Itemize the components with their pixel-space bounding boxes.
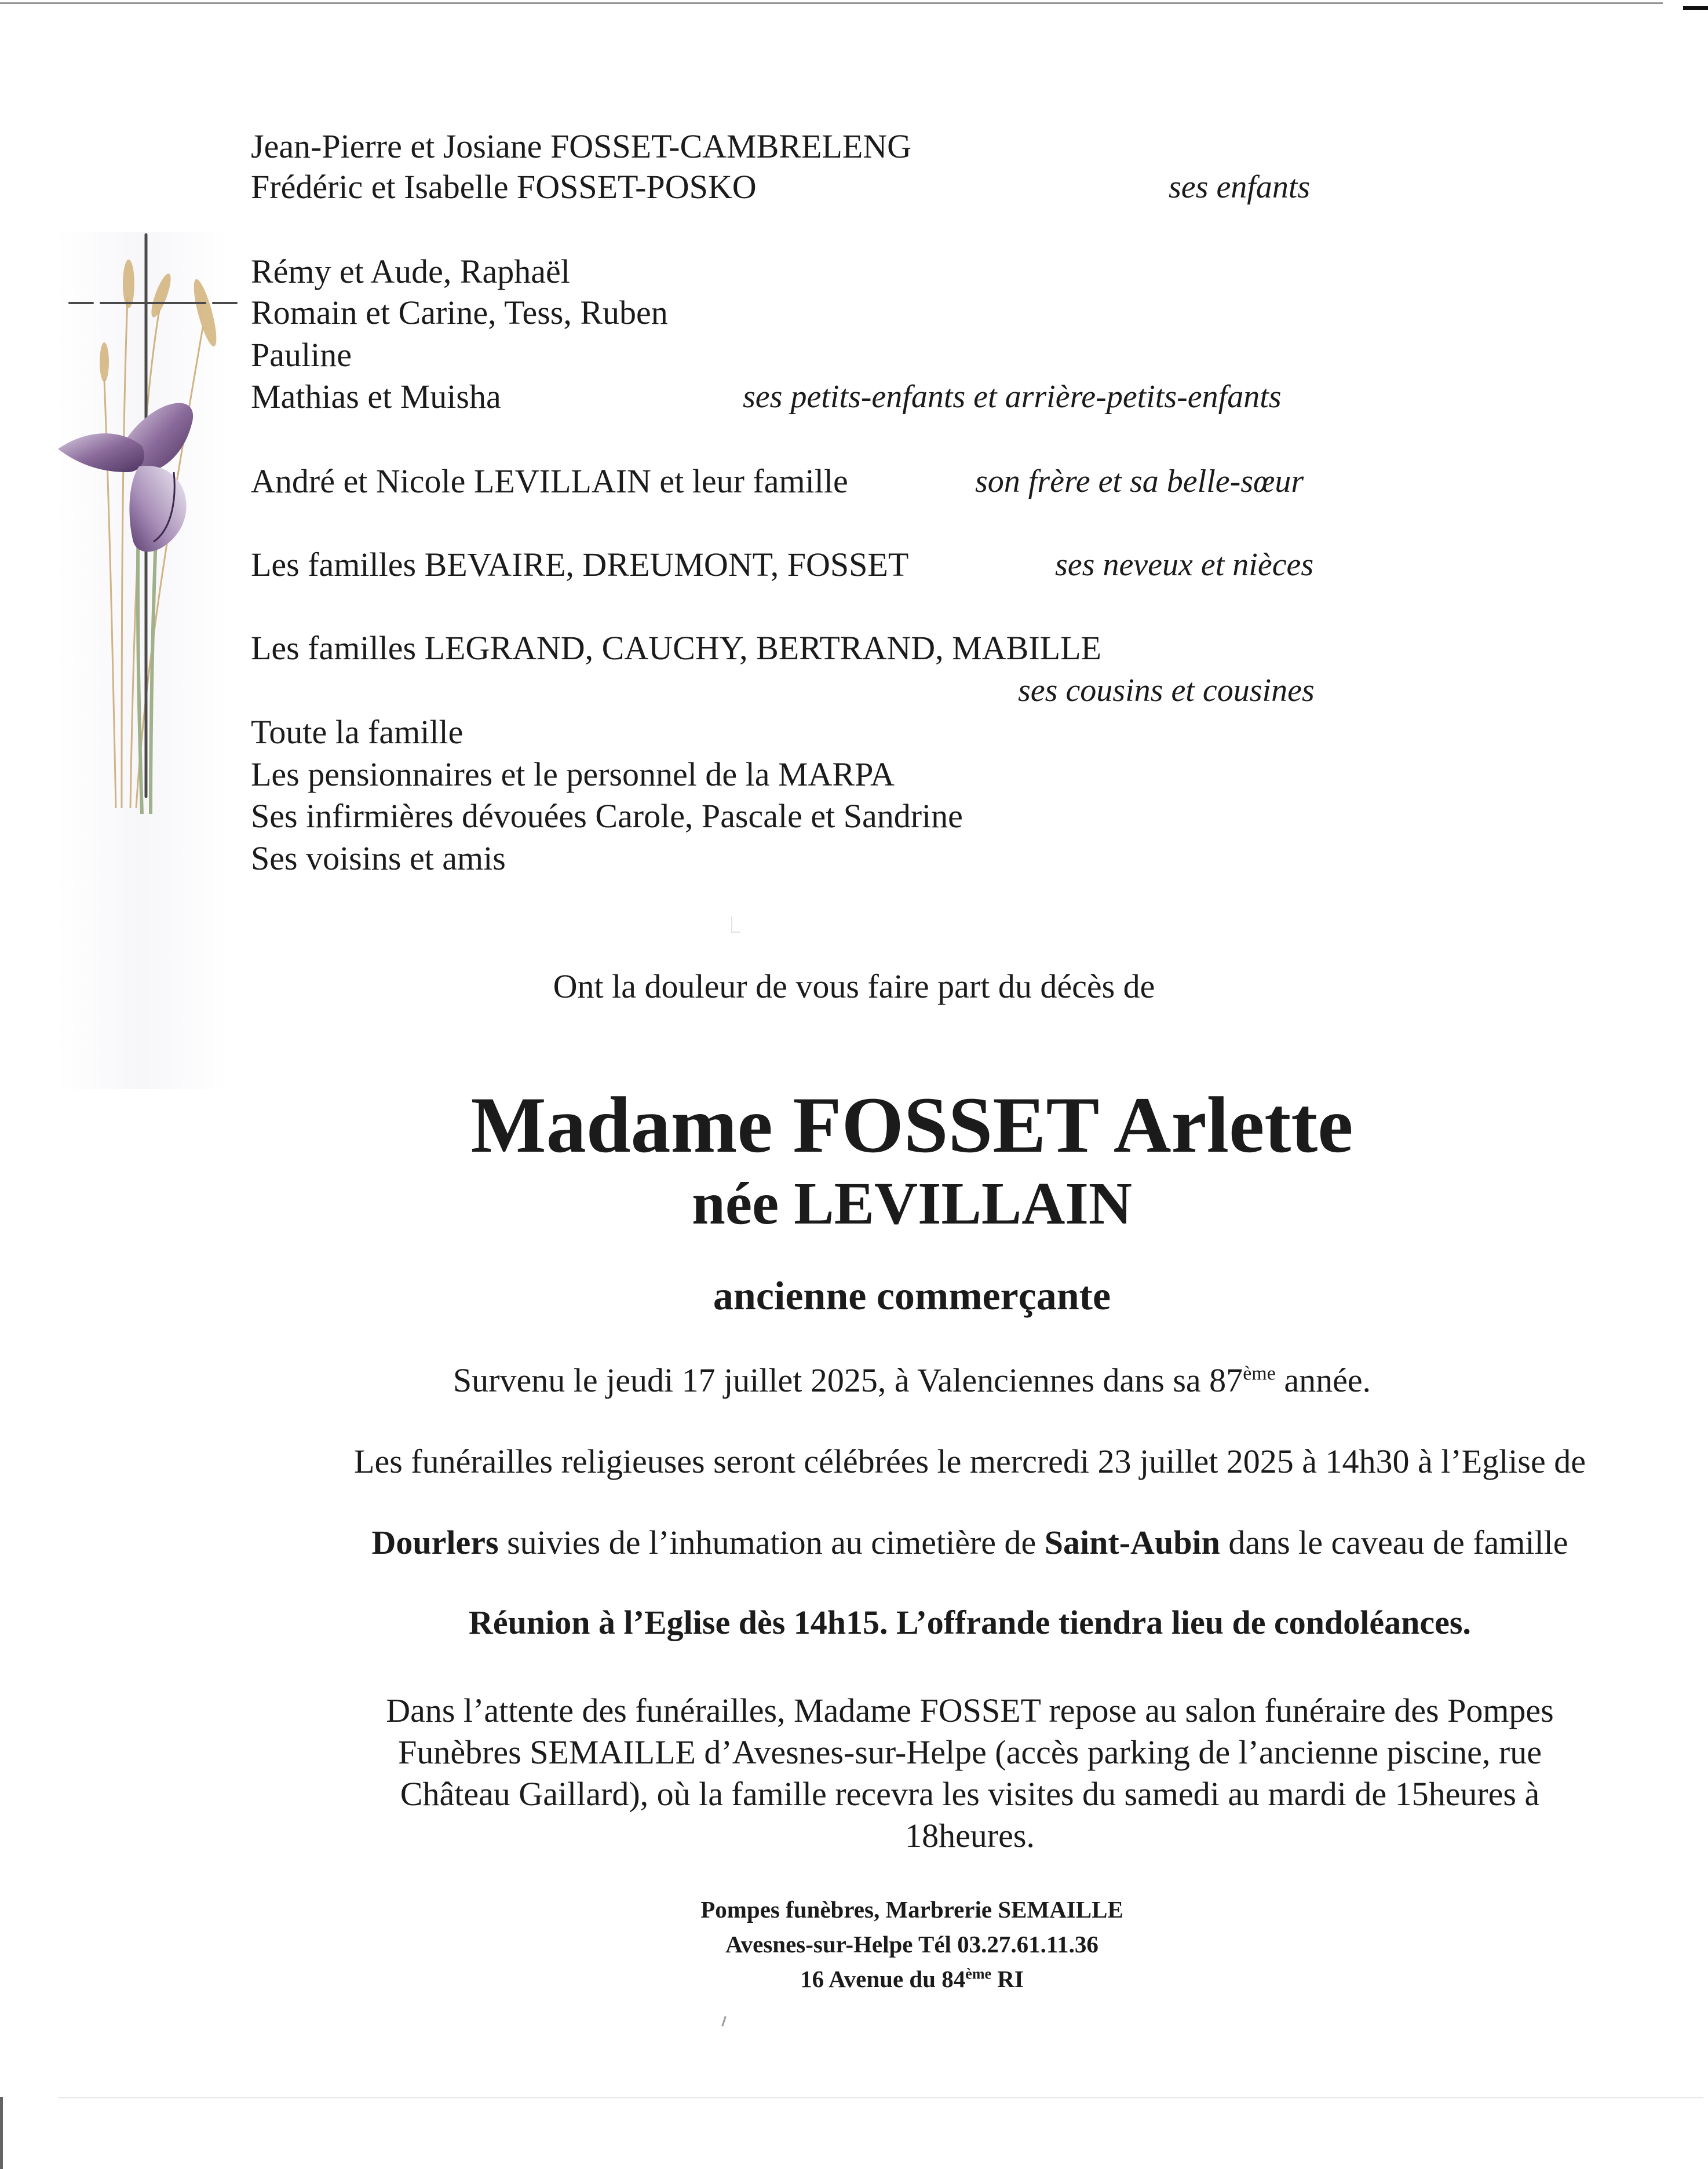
- relation-children: ses enfants: [1169, 169, 1311, 205]
- scan-border-left: [0, 2097, 3, 2169]
- maiden-name: née LEVILLAIN: [692, 1170, 1132, 1237]
- funeral-home-name: Pompes funèbres, Marbrerie SEMAILLE: [700, 1896, 1123, 1923]
- funeral-place-1: Dourlers: [371, 1524, 499, 1561]
- funeral-line-2-end: dans le caveau de famille: [1220, 1524, 1568, 1561]
- death-info-end: année.: [1275, 1361, 1371, 1399]
- death-info-text: Survenu le jeudi 17 juillet 2025, à Valenciennes dans sa 87: [452, 1361, 1243, 1399]
- scan-border-top: [0, 2, 1663, 4]
- reunion-note: Réunion à l’Eglise dès 14h15. L’offrande tiendra lieu de condoléances.: [469, 1604, 1471, 1641]
- funeral-line-2-mid: suivies de l’inhumation au cimetière de: [498, 1524, 1045, 1561]
- family-child-1: Jean-Pierre et Josiane FOSSET-CAMBRELENG: [251, 127, 912, 165]
- cross-with-lily-and-wheat-icon: [35, 229, 255, 826]
- address-end: RI: [991, 1966, 1024, 1992]
- family-grandchild-2: Romain et Carine, Tess, Ruben: [251, 294, 668, 331]
- visitation-line-4: 18heures.: [905, 1817, 1035, 1854]
- family-sibling: André et Nicole LEVILLAIN et leur famille: [251, 462, 848, 500]
- family-other-1: Toute la famille: [251, 713, 464, 751]
- profession: ancienne commerçante: [713, 1274, 1111, 1319]
- funeral-home-address: [58, 1962, 1708, 1996]
- funeral-line-1: Les funérailles religieuses seront célébrées le mercredi 23 juillet 2025 à 14h30 à l’Eglise de: [354, 1443, 1586, 1480]
- family-nephews: Les familles BEVAIRE, DREUMONT, FOSSET: [251, 546, 909, 583]
- address-text: 16 Avenue du 84: [800, 1966, 966, 1992]
- funeral-home-contact: Avesnes-sur-Helpe Tél 03.27.61.11.36: [725, 1931, 1098, 1958]
- deceased-name: Madame FOSSET Arlette: [470, 1080, 1353, 1169]
- address-sup: ème: [965, 1965, 992, 1982]
- family-grandchild-4: Mathias et Muisha: [251, 378, 501, 415]
- scan-speck-bottom: [721, 2016, 726, 2026]
- visitation-line-3: Château Gaillard), où la famille recevra les visites du samedi au mardi de 15heures à: [400, 1775, 1540, 1813]
- family-cousins: Les familles LEGRAND, CAUCHY, BERTRAND, MABILLE: [251, 629, 1101, 667]
- relation-sibling: son frère et sa belle-sœur: [975, 463, 1304, 499]
- relation-grandchildren: ses petits-enfants et arrière-petits-enfants: [743, 379, 1282, 415]
- announcement-intro: Ont la douleur de vous faire part du décès de: [553, 967, 1155, 1005]
- family-grandchild-1: Rémy et Aude, Raphaël: [251, 253, 570, 290]
- death-info: [81, 1360, 1708, 1401]
- funeral-place-2: Saint-Aubin: [1044, 1524, 1220, 1561]
- visitation-line-2: Funèbres SEMAILLE d’Avesnes-sur-Helpe (accès parking de l’ancienne piscine, rue: [398, 1733, 1542, 1771]
- relation-nephews: ses neveux et nièces: [1055, 547, 1314, 583]
- family-other-3: Ses infirmières dévouées Carole, Pascale et Sandrine: [251, 797, 963, 835]
- family-other-4: Ses voisins et amis: [251, 839, 506, 877]
- family-child-2: Frédéric et Isabelle FOSSET-POSKO: [251, 168, 757, 206]
- relation-cousins: ses cousins et cousines: [1018, 673, 1315, 709]
- scan-fold-line: [58, 2097, 1703, 2098]
- scan-speck: [731, 916, 740, 933]
- funeral-line-2: [139, 1522, 1708, 1563]
- scan-border-mark: [1683, 6, 1708, 10]
- family-grandchild-3: Pauline: [251, 336, 352, 374]
- family-other-2: Les pensionnaires et le personnel de la MARPA: [251, 755, 895, 793]
- death-info-sup: ème: [1243, 1363, 1276, 1385]
- visitation-line-1: Dans l’attente des funérailles, Madame FOSSET repose au salon funéraire des Pompes: [386, 1692, 1554, 1729]
